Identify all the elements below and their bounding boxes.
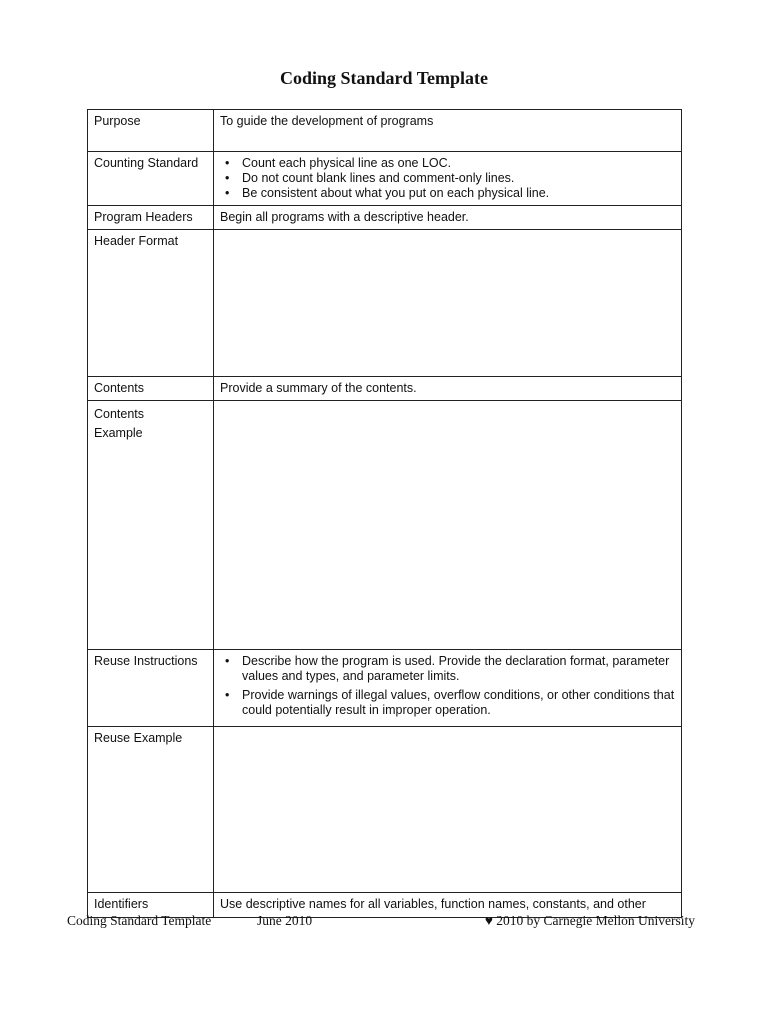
- footer-date: June 2010: [257, 913, 313, 928]
- table-row-contents-example: [88, 401, 682, 650]
- bullet-list: [220, 654, 675, 718]
- row-label: Counting Standard: [88, 152, 214, 206]
- row-label: Header Format: [88, 230, 214, 377]
- row-value: To guide the development of programs: [214, 110, 682, 152]
- row-label: Identifiers: [88, 893, 214, 918]
- row-label: Reuse Example: [88, 727, 214, 893]
- list-item: • Do not count blank lines and comment-only lines.: [220, 171, 675, 186]
- footer-copyright: ♥ 2010 by Carnegie Mellon University: [484, 913, 695, 928]
- row-label-line: Example: [94, 426, 143, 440]
- row-label: [88, 401, 214, 650]
- list-item: • Provide warnings of illegal values, overflow conditions, or other conditions that could potentially result in improper operation.: [220, 688, 675, 718]
- bullet-list: [220, 156, 675, 201]
- table-row-header-format: [88, 230, 682, 377]
- list-item: • Be consistent about what you put on each physical line.: [220, 186, 675, 201]
- row-value: Provide a summary of the contents.: [214, 377, 682, 401]
- page-title: Coding Standard Template: [279, 68, 489, 88]
- coding-standard-table: [87, 109, 682, 918]
- row-value: [214, 230, 682, 377]
- row-value: [214, 401, 682, 650]
- table-row-counting-standard: [88, 152, 682, 206]
- table-row-purpose: [88, 110, 682, 152]
- row-value: Begin all programs with a descriptive header.: [214, 206, 682, 230]
- row-value: Use descriptive names for all variables, function names, constants, and other: [214, 893, 682, 918]
- row-label-line: Contents: [94, 407, 145, 421]
- row-label: Contents: [88, 377, 214, 401]
- row-label: Purpose: [88, 110, 214, 152]
- row-label: Reuse Instructions: [88, 650, 214, 727]
- table-row-contents: [88, 377, 682, 401]
- list-item: • Count each physical line as one LOC.: [220, 156, 675, 171]
- row-value: [214, 152, 682, 206]
- row-value: [214, 727, 682, 893]
- page-footer: [67, 913, 695, 929]
- table-row-reuse-instructions: [88, 650, 682, 727]
- table-row-reuse-example: [88, 727, 682, 893]
- table-row-program-headers: [88, 206, 682, 230]
- row-label: Program Headers: [88, 206, 214, 230]
- row-value: [214, 650, 682, 727]
- footer-title: Coding Standard Template: [67, 913, 212, 928]
- list-item: • Describe how the program is used. Provide the declaration format, parameter values and types, and parameter limits.: [220, 654, 675, 684]
